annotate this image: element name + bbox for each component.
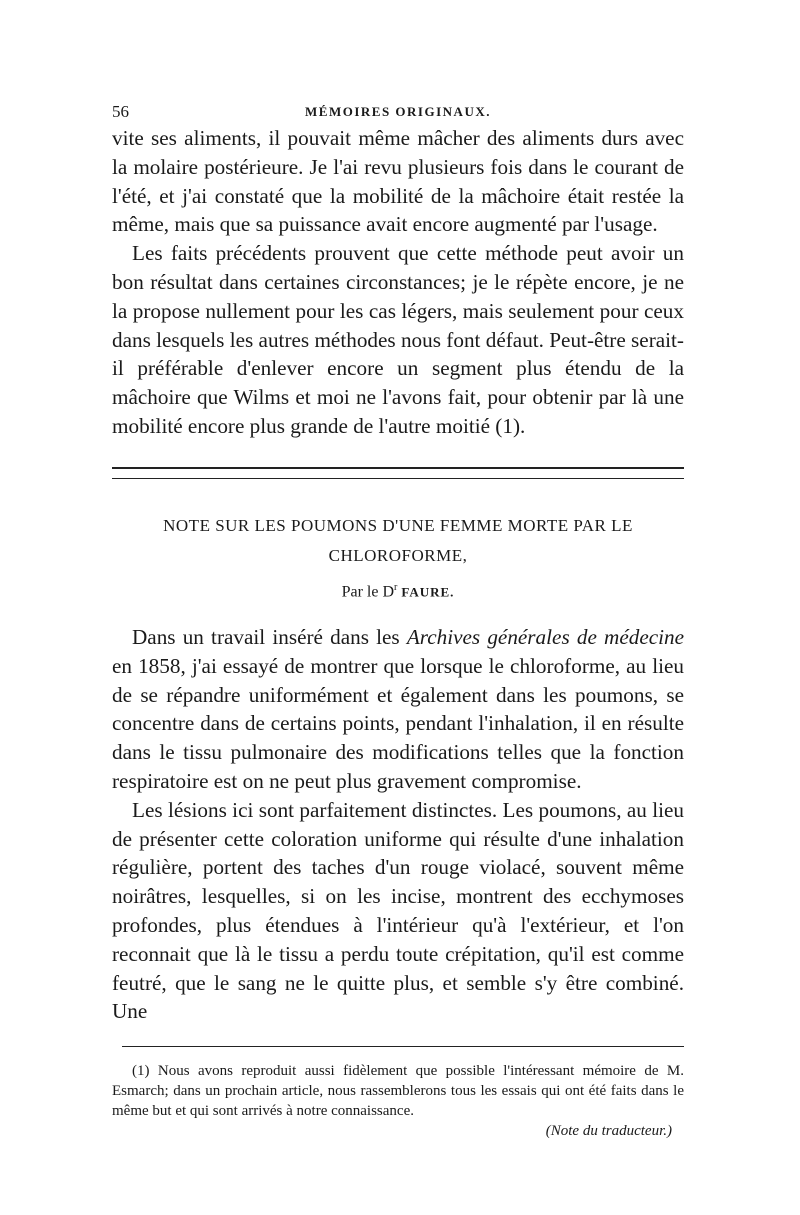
article-paragraph bbox=[112, 623, 684, 796]
byline-prefix: Par le D bbox=[341, 583, 395, 601]
footnote bbox=[112, 1061, 684, 1141]
article-title-line: NOTE SUR LES POUMONS D'UNE FEMME MORTE PAR LE bbox=[163, 515, 633, 535]
article-title-line: CHLOROFORME, bbox=[328, 545, 468, 565]
byline bbox=[112, 577, 684, 603]
paragraph-text: en 1858, j'ai essayé de montrer que lorsque le chloroforme, au lieu de se répandre uniformément et également dans les poumons, se concentre dans de certains points, pendant l'inhalation, il en résulte dans le tissu pulmonaire des modifications telles que la fonction respiratoire est on ne peut plus gravement compromise. bbox=[112, 653, 684, 794]
previous-article-paragraph: Les faits précédents prouvent que cette méthode peut avoir un bon résultat dans certaines circonstances; je le répète encore, je ne la propose nullement pour les cas légers, mais seulement pour ceux dans lesquels les autres méthodes nous font défaut. Peut-être serait-il préférable d'enlever encore un segment plus étendu de la mâchoire que Wilms et moi ne l'avons fait, pour obtenir par là une mobilité encore plus grande de l'autre moitié (1). bbox=[112, 241, 684, 438]
journal-title: Archives générales de médecine bbox=[406, 625, 685, 650]
article-title bbox=[112, 511, 684, 571]
page-number: 56 bbox=[112, 102, 129, 121]
article-body bbox=[112, 623, 684, 1026]
footnote-rule bbox=[122, 1046, 684, 1047]
page-content bbox=[112, 96, 684, 1141]
previous-article-paragraph: vite ses aliments, il pouvait même mâcher des aliments durs avec la molaire postérieure. Je l'ai revu plusieurs fois dans le courant de l'été, et j'ai constaté que la mobilité de la mâchoire était restée la même, mais que sa puissance avait encore augmenté par l'usage. bbox=[112, 126, 684, 237]
article-paragraph: Les lésions ici sont parfaitement distinctes. Les poumons, au lieu de présenter cette coloration uniforme qui résulte d'une inhalation régulière, portent des taches d'un rouge violacé, souvent même noirâtres, lesquelles, si on les incise, montrent des ecchymoses profondes, plus étendues à l'intérieur qu'à l'extérieur, et l'on reconnait que là le tissu a perdu toute crépitation, qu'il est comme feutré, que le sang ne le quitte plus, et semble s'y être combiné. Une bbox=[112, 797, 684, 1024]
running-head bbox=[112, 96, 684, 124]
byline-superscript: r bbox=[394, 581, 398, 593]
footnote-credit: (Note du traducteur.) bbox=[545, 1123, 672, 1140]
footnote-text: (1) Nous avons reproduit aussi fidèlement que possible l'intéressant mémoire de M. Esmarch; dans un prochain article, nous rassemblerons tous les essais qui ont été faits dans le même but et qui sont arrivés à notre connaissance. bbox=[112, 1063, 684, 1120]
section-divider bbox=[112, 467, 684, 479]
byline-author: FAURE. bbox=[401, 584, 455, 600]
paragraph-text: Dans un travail inséré dans les bbox=[132, 625, 407, 650]
running-title: MÉMOIRES ORIGINAUX. bbox=[305, 104, 491, 119]
